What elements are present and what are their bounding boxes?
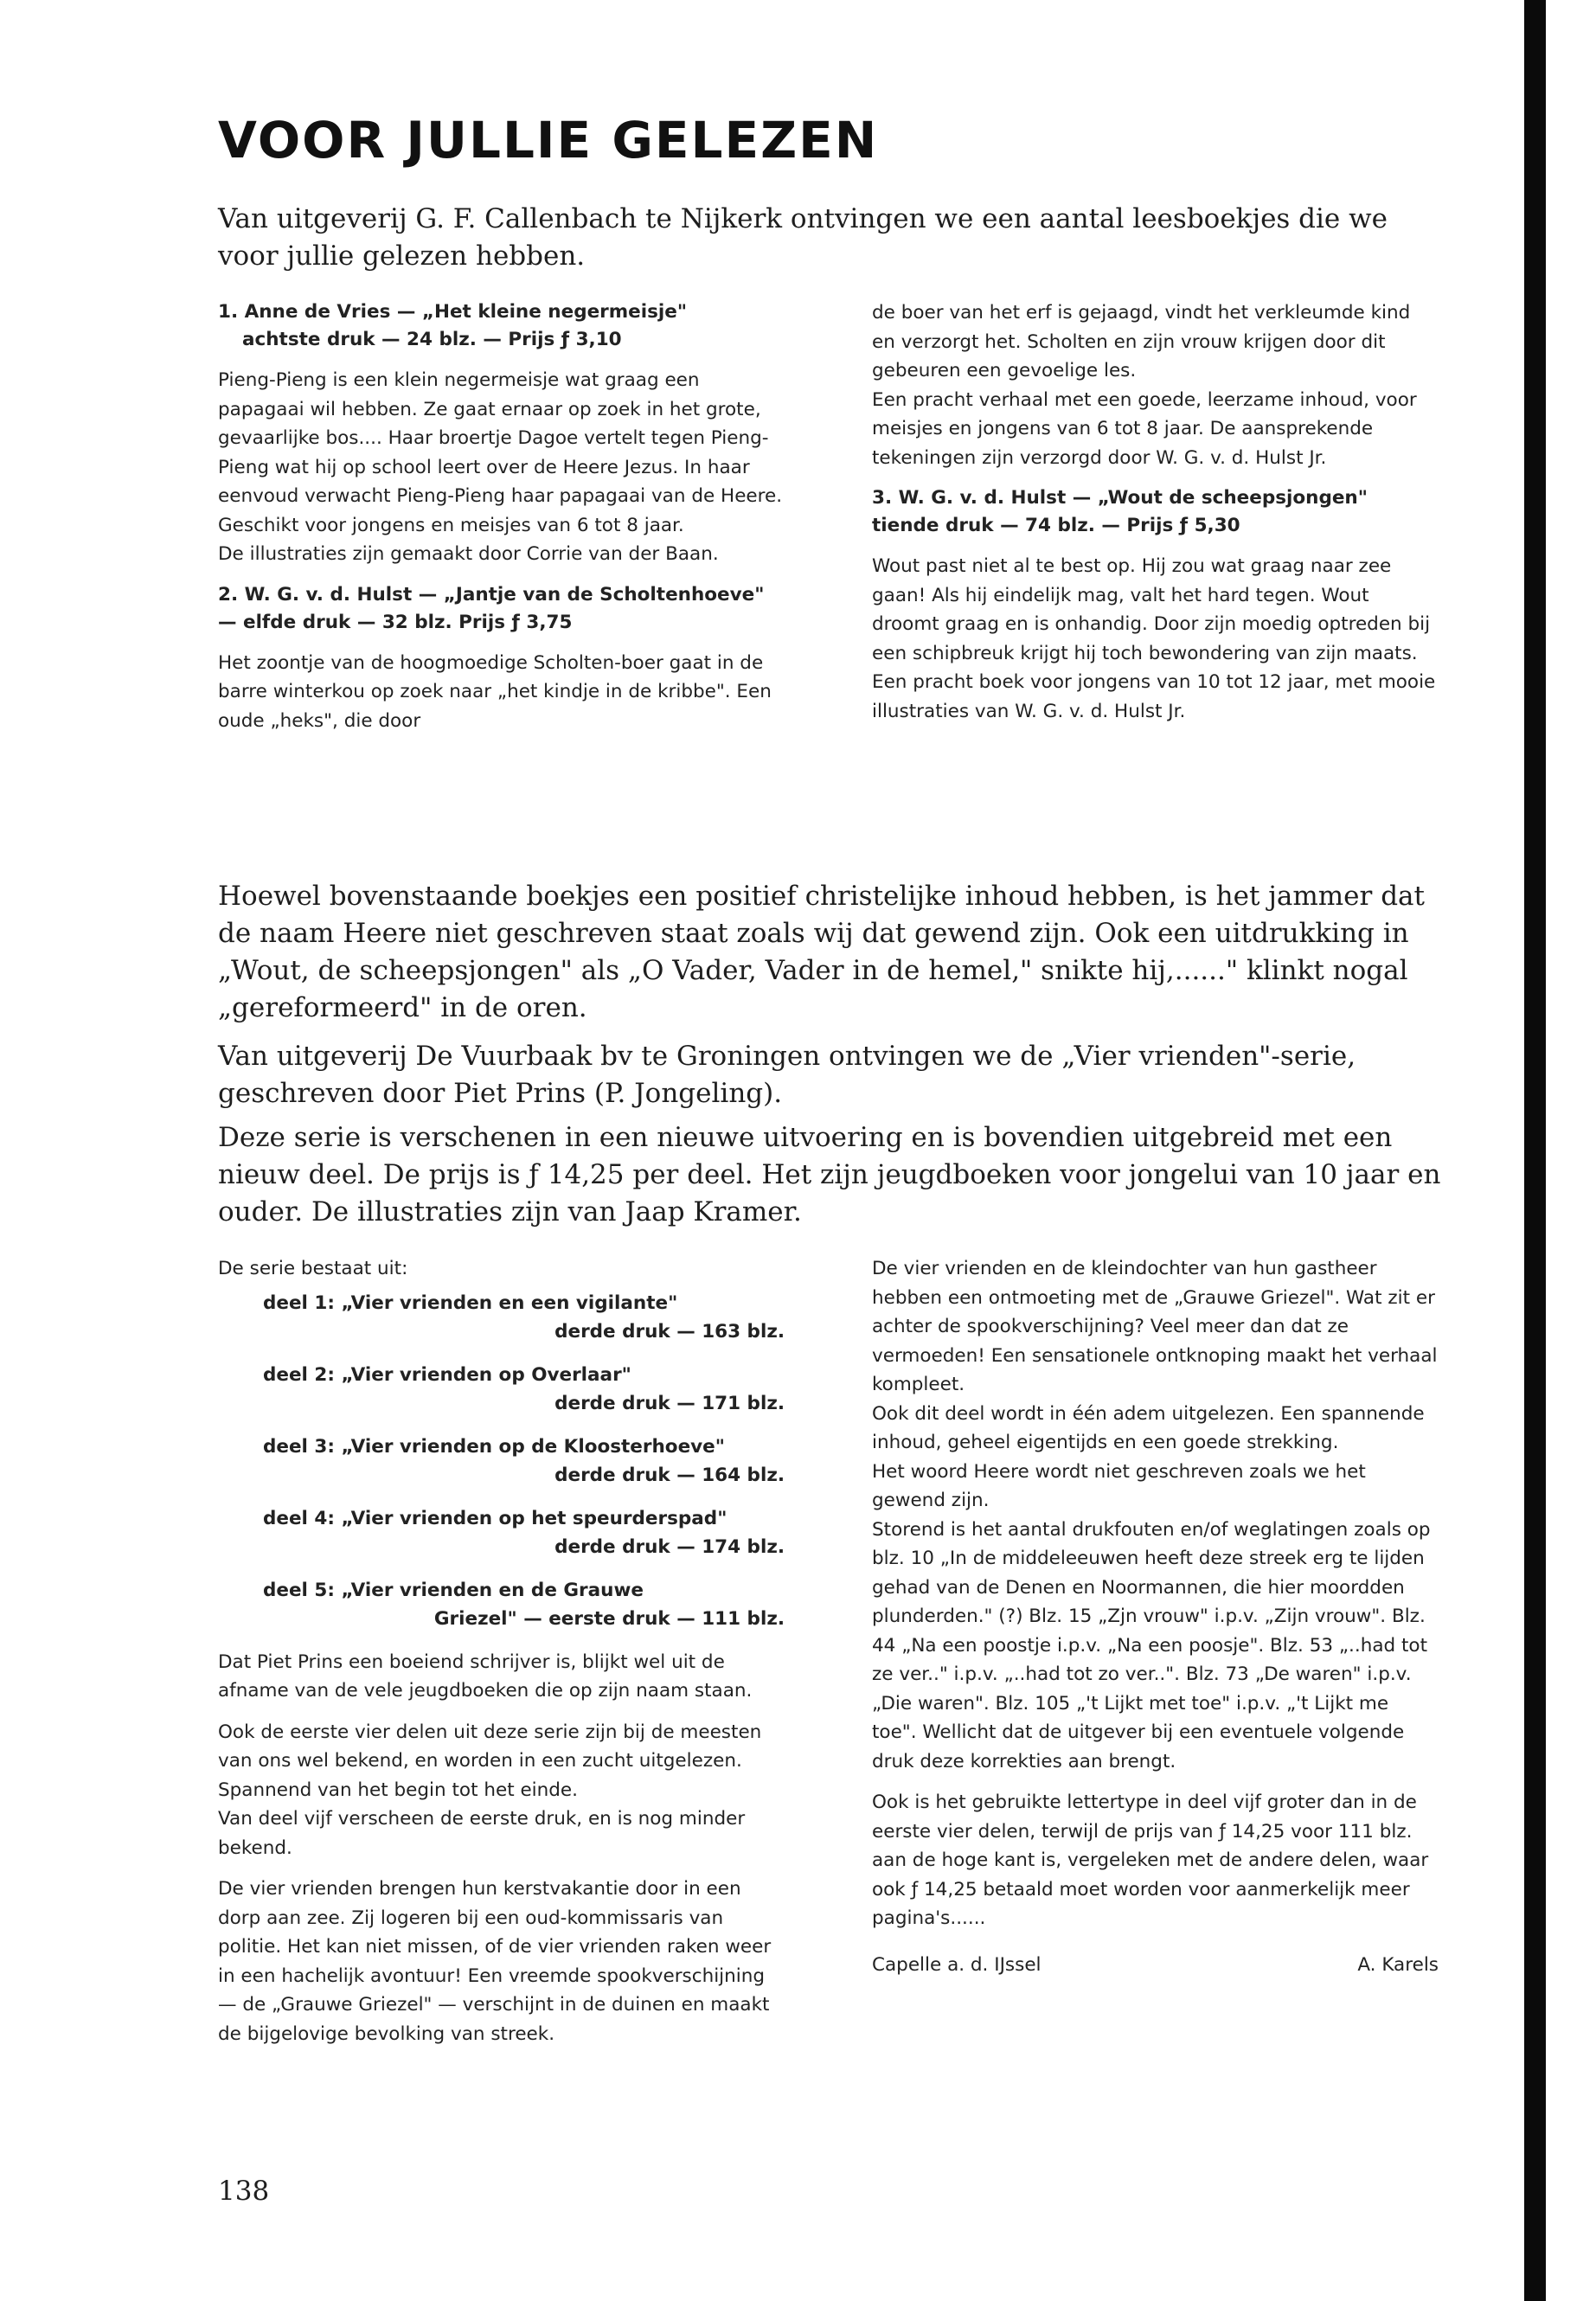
series-volume-5: deel 5: „Vier vrienden en de Grauwe Griezel" — eerste druk — 111 blz. xyxy=(263,1579,785,1630)
entry2-continuation: de boer van het erf is gejaagd, vindt het verkleumde kind en verzorgt het. Scholten en zijn vrouw krijgen door dit gebeuren een gevoelige les. xyxy=(872,302,1411,381)
entry2-body: Het zoontje van de hoogmoedige Scholten-boer gaat in de barre winterkou op zoek naar „het kindje in de kribbe". Een oude „heks", die door xyxy=(218,651,772,732)
series-volume-3: deel 3: „Vier vrienden op de Kloosterhoeve" derde druk — 164 blz. xyxy=(263,1435,785,1486)
right-paragraph-1: De vier vrienden en de kleindochter van hun gastheer hebben een ontmoeting met de „Grauwe Griezel". Wat zit er achter de spookverschijning? Veel meer dan dat ze vermoeden! Een sensationele ontknoping maakt het verhaal kompleet. xyxy=(872,1258,1438,1395)
signature-place: Capelle a. d. IJssel xyxy=(872,1953,1042,1976)
section1-left-column xyxy=(218,298,785,735)
right-paragraph-3: Het woord Heere wordt niet geschreven zoals we het gewend zijn. xyxy=(872,1460,1366,1511)
entry2-review: Een pracht verhaal met een goede, leerzame inhoud, voor meisjes en jongens van 6 tot 8 jaar. De aansprekende tekeningen zijn verzorgd door W. G. v. d. Hulst Jr. xyxy=(872,388,1417,469)
left-paragraph-2: Ook de eerste vier delen uit deze serie zijn bij de meesten van ons wel bekend, en worden in een zucht uitgelezen. Spannend van het begin tot het einde. xyxy=(218,1721,762,1801)
series-volume-1: deel 1: „Vier vrienden en een vigilante" derde druk — 163 blz. xyxy=(263,1292,785,1343)
scan-edge-bar xyxy=(1524,0,1546,2301)
entry1-body: Pieng-Pieng is een klein negermeisje wat graag een papagaai wil hebben. Ze gaat ernaar op zoek in het grote, gevaarlijke bos.... Haar broertje Dagoe vertelt tegen Pieng-Pieng wat hij op school leert over de Heere Jezus. In haar eenvoud verwacht Pieng-Pieng haar papagaai van de Heere. xyxy=(218,369,783,507)
entry1-heading-details: achtste druk — 24 blz. — Prijs ƒ 3,10 xyxy=(242,329,622,350)
right-paragraph-5: Ook is het gebruikte lettertype in deel vijf groter dan in de eerste vier delen, terwijl de prijs van ƒ 14,25 voor 111 blz. aan de hoge kant is, vergeleken met de andere delen, waar ook ƒ 14,25 betaald moet worden voor aanmerkelijk meer pagina's...... xyxy=(872,1791,1429,1929)
entry1-age: Geschikt voor jongens en meisjes van 6 tot 8 jaar. xyxy=(218,514,684,536)
left-paragraph-3: Van deel vijf verscheen de eerste druk, en is nog minder bekend. xyxy=(218,1808,746,1859)
section1-right-column xyxy=(872,298,1439,726)
page-title: VOOR JULLIE GELEZEN xyxy=(218,111,879,170)
entry1-illustrations: De illustraties zijn gemaakt door Corrie van der Baan. xyxy=(218,543,719,565)
section2-right-column xyxy=(872,1254,1439,1979)
left-paragraph-4: De vier vrienden brengen hun kerstvakantie door in een dorp aan zee. Zij logeren bij een oud-kommissaris van politie. Het kan niet missen, of de vier vrienden raken weer in een hachelijk avontuur! Een vreemde spookverschijning — de „Grauwe Griezel" — verschijnt in de duinen en maakt de bijgelovige bevolking van streek. xyxy=(218,1878,772,2045)
intro-paragraph: Van uitgeverij G. F. Callenbach te Nijkerk ontvingen we een aantal leesboekjes die we voor jullie gelezen hebben. xyxy=(218,203,1388,272)
comment-paragraph: Hoewel bovenstaande boekjes een positief christelijke inhoud hebben, is het jammer dat de naam Heere niet geschreven staat zoals wij dat gewend zijn. Ook een uitdrukking in „Wout, de scheepsjongen" als „O Vader, Vader in de hemel," snikte hij,......" klinkt nogal „gereformeerd" in de oren. xyxy=(218,881,1425,1023)
series-intro: De serie bestaat uit: xyxy=(218,1258,408,1279)
entry3-review: Een pracht boek voor jongens van 10 tot 12 jaar, met mooie illustraties van W. G. v. d. Hulst Jr. xyxy=(872,671,1436,722)
entry2-heading: 2. W. G. v. d. Hulst — „Jantje van de Scholtenhoeve" — elfde druk — 32 blz. Prijs ƒ 3,75 xyxy=(218,583,765,633)
signature-line xyxy=(872,1951,1439,1980)
series-volume-4: deel 4: „Vier vrienden op het speurderspad" derde druk — 174 blz. xyxy=(263,1507,785,1558)
right-paragraph-4: Storend is het aantal drukfouten en/of weglatingen zoals op blz. 10 „In de middeleeuwen heeft deze streek erg te lijden gehad van de Denen en Noormannen, die hier moordden plunderden." (?) Blz. 15 „Zjn vrouw" i.p.v. „Zijn vrouw". Blz. 44 „Na een poostje i.p.v. „Na een poosje". Blz. 53 „..had tot ze ver.." i.p.v. „..had tot zo ver..". Blz. 73 „De waren" i.p.v. „Die waren". Blz. 105 „'t Lijkt met toe" i.p.v. „'t Lijkt me toe". Wellicht dat de uitgever bij een eventuele volgende druk deze korrekties aan brengt. xyxy=(872,1518,1431,1772)
entry3-body: Wout past niet al te best op. Hij zou wat graag naar zee gaan! Als hij eindelijk mag, valt het hard tegen. Wout droomt graag en is onhandig. Door zijn moedig optreden bij een schipbreuk krijgt hij toch bewondering van zijn maats. xyxy=(872,555,1431,664)
signature-author: A. Karels xyxy=(1357,1953,1439,1976)
entry3-heading: 3. W. G. v. d. Hulst — „Wout de scheepsjongen" tiende druk — 74 blz. — Prijs ƒ 5,30 xyxy=(872,487,1368,536)
series-volume-2: deel 2: „Vier vrienden op Overlaar" derde druk — 171 blz. xyxy=(263,1363,785,1414)
intro2-paragraph: Van uitgeverij De Vuurbaak bv te Groningen ontvingen we de „Vier vrienden"-serie, geschreven door Piet Prins (P. Jongeling). Deze serie is verschenen in een nieuwe uitvoering en is bovendien uitgebreid met een nieuw deel. De prijs is ƒ 14,25 per deel. Het zijn jeugdboeken voor jongelui van 10 jaar en ouder. De illustraties zijn van Jaap Kramer. xyxy=(218,1041,1441,1227)
entry1-heading: 1. Anne de Vries — „Het kleine negermeisje" xyxy=(218,301,688,323)
right-paragraph-2: Ook dit deel wordt in één adem uitgelezen. Een spannende inhoud, geheel eigentijds en een goede strekking. xyxy=(872,1402,1425,1453)
page-number: 138 xyxy=(218,2176,270,2207)
left-paragraph-1: Dat Piet Prins een boeiend schrijver is, blijkt wel uit de afname van de vele jeugdboeken die op zijn naam staan. xyxy=(218,1650,753,1702)
section2-left-column xyxy=(218,1254,785,2048)
